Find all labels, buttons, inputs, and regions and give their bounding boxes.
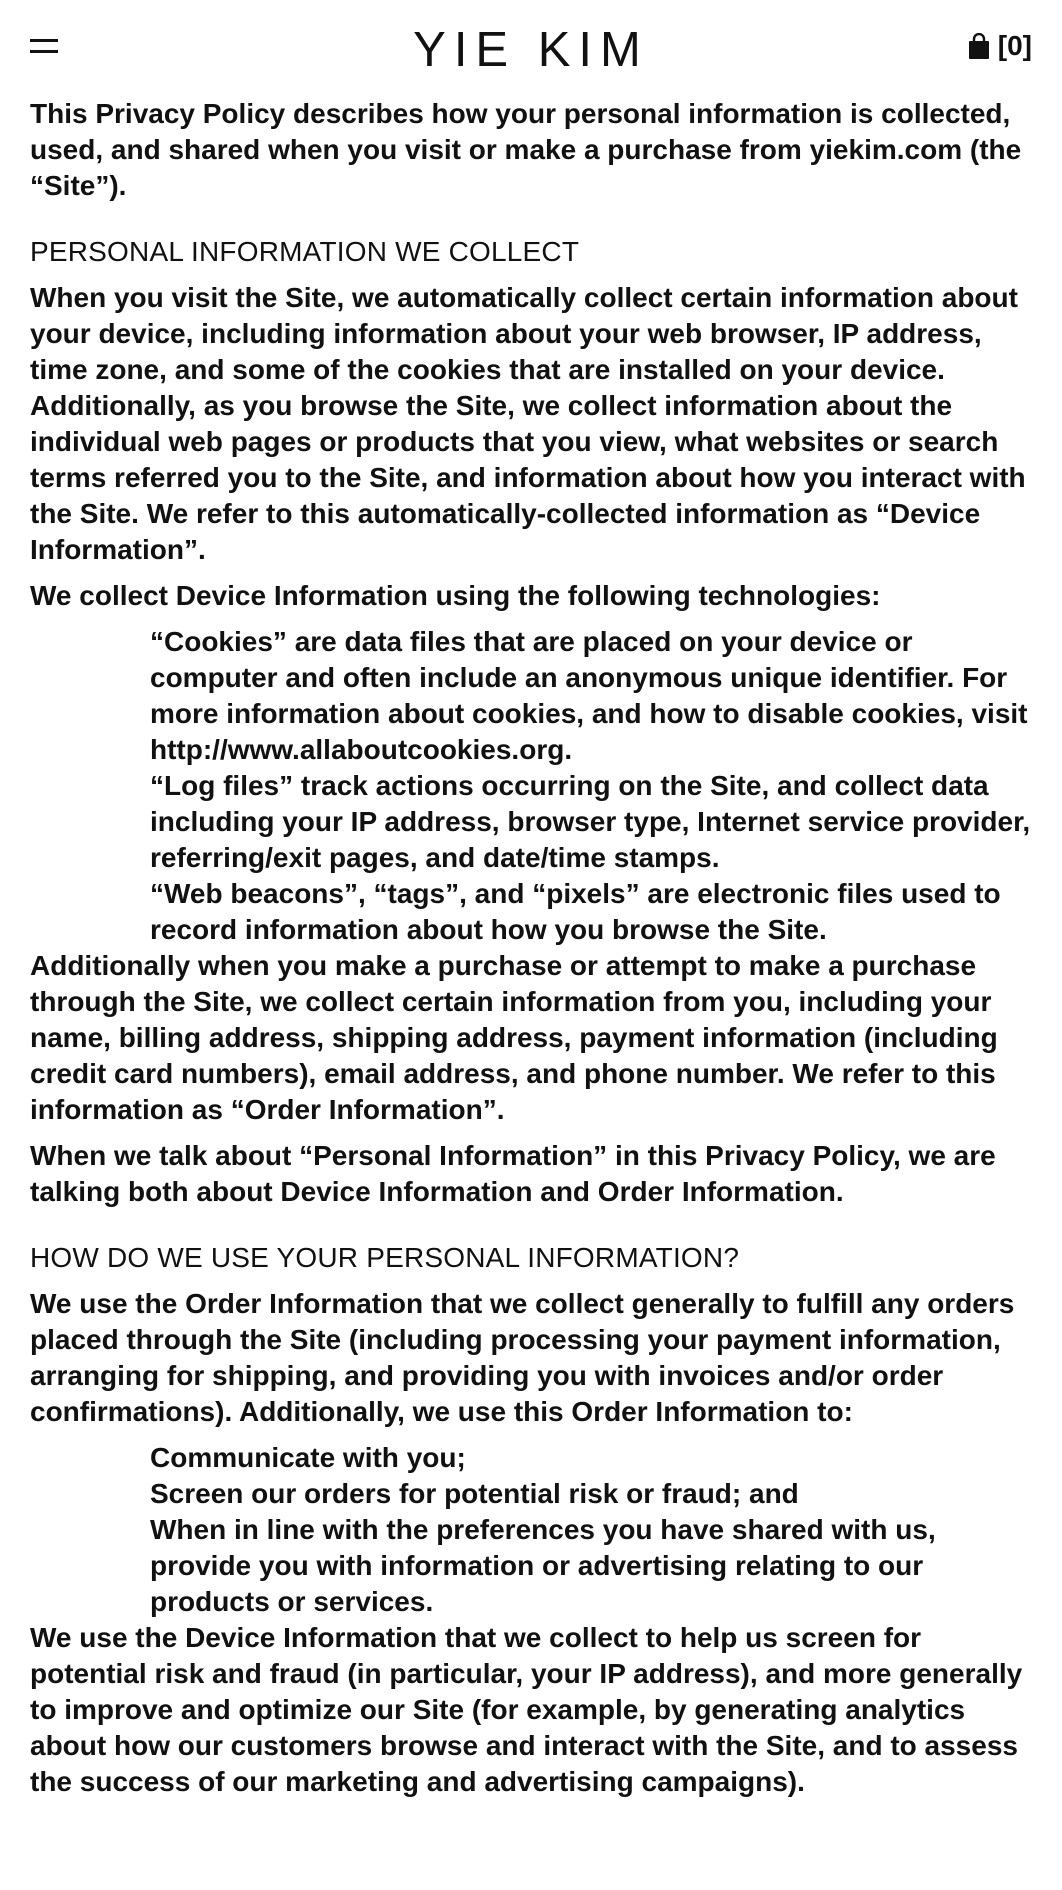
list-item-advertising: When in line with the preferences you have shared with us, provide you with information or advertising relating to our products or services.: [150, 1514, 936, 1617]
collect-paragraph-4: When we talk about “Personal Information” in this Privacy Policy, we are talking both about Device Information and Order Information.: [30, 1140, 996, 1207]
list-item-web-beacons: “Web beacons”, “tags”, and “pixels” are electronic files used to record information about how you browse the Site.: [150, 878, 1001, 945]
use-paragraph-2: We use the Device Information that we collect to help us screen for potential risk and fraud (in particular, your IP address), and more generally to improve and optimize our Site (for example, by generating analytics about how our customers browse and interact with the Site, and to assess the success of our marketing and advertising campaigns).: [30, 1622, 1023, 1797]
cart-button[interactable]: [968, 28, 1032, 64]
list-item-communicate: Communicate with you;: [150, 1442, 466, 1473]
section-heading-collect: PERSONAL INFORMATION WE COLLECT: [30, 236, 580, 267]
list-item-screen-orders: Screen our orders for potential risk or fraud; and: [150, 1478, 799, 1509]
brand-logo[interactable]: YIE KIM: [413, 23, 649, 77]
collect-paragraph-2: We collect Device Information using the following technologies:: [30, 580, 881, 611]
collect-paragraph-3: Additionally when you make a purchase or attempt to make a purchase through the Site, we collect certain information from you, including your name, billing address, shipping address, payment information (including credit card numbers), email address, and phone number. We refer to this information as “Order Information”.: [30, 950, 998, 1125]
privacy-policy-content: [0, 96, 1062, 1800]
section-heading-use: HOW DO WE USE YOUR PERSONAL INFORMATION?: [30, 1242, 740, 1273]
order-use-list: [30, 1440, 1032, 1620]
use-paragraph-1: We use the Order Information that we collect generally to fulfill any orders placed through the Site (including processing your payment information, arranging for shipping, and providing you with invoices and/or order confirmations). Additionally, we use this Order Information to:: [30, 1288, 1015, 1427]
shopping-bag-icon: [968, 33, 990, 59]
collect-paragraph-1: When you visit the Site, we automatically collect certain information about your device, including information about your web browser, IP address, time zone, and some of the cookies that are installed on your device. Additionally, as you browse the Site, we collect information about the individual web pages or products that you view, what websites or search terms referred you to the Site, and information about how you interact with the Site. We refer to this automatically-collected information as “Device Information”.: [30, 282, 1026, 565]
list-item-log-files: “Log files” track actions occurring on the Site, and collect data including your IP address, browser type, Internet service provider, referring/exit pages, and date/time stamps.: [150, 770, 1031, 873]
policy-intro: This Privacy Policy describes how your personal information is collected, used, and shared when you visit or make a purchase from yiekim.com (the “Site”).: [30, 98, 1022, 201]
list-item-cookies: “Cookies” are data files that are placed on your device or computer and often include an anonymous unique identifier. For more information about cookies, and how to disable cookies, visit http://www.allaboutcookies.org.: [150, 626, 1028, 765]
site-header: [0, 0, 1062, 96]
technologies-list: [30, 624, 1032, 948]
cart-count: [0]: [997, 30, 1032, 61]
